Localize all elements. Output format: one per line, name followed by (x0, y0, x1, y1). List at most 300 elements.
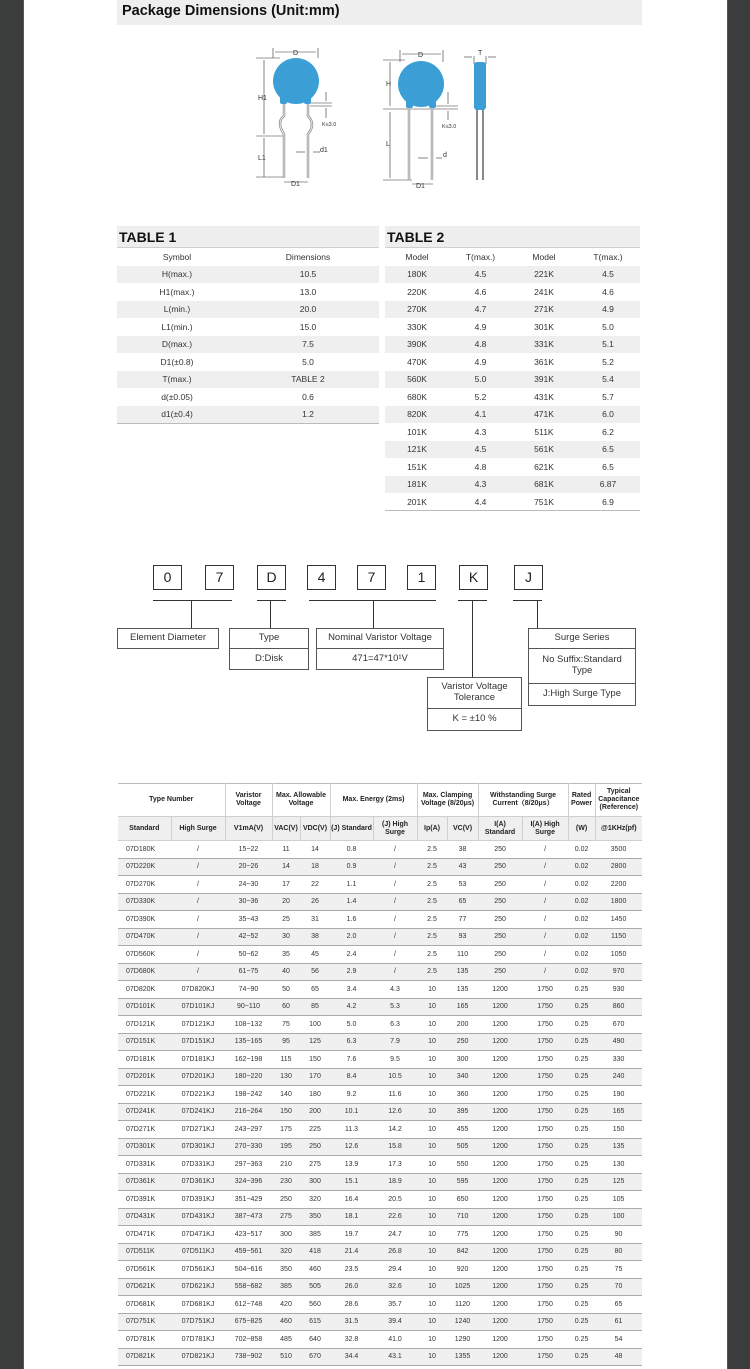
table-row (118, 1033, 642, 1051)
table-cell: 271K (512, 301, 576, 319)
label-D: D (418, 52, 424, 59)
table-cell: 10 (417, 1243, 447, 1261)
table-cell: 14 (272, 858, 300, 876)
table-cell: 07D821KJ (171, 1348, 225, 1366)
table-cell: 0.25 (568, 1313, 595, 1331)
table-cell: 07D271KJ (171, 1121, 225, 1139)
table-cell: 1200 (478, 981, 522, 999)
table-cell: 165 (595, 1103, 642, 1121)
table-row (385, 266, 640, 284)
table-cell: 07D560K (118, 946, 171, 964)
table-cell: 07D431KJ (171, 1208, 225, 1226)
tolerance-value: K = ±10 % (452, 713, 497, 725)
table-cell: 180 (300, 1086, 330, 1104)
table-cell: 1750 (522, 1191, 568, 1209)
tolerance-title: Varistor Voltage Tolerance (428, 678, 521, 709)
table-cell: 7.5 (237, 336, 379, 354)
table-cell: 0.25 (568, 1261, 595, 1279)
table-cell: 504~616 (225, 1261, 272, 1279)
table-cell: 920 (447, 1261, 478, 1279)
table-cell: 1750 (522, 1208, 568, 1226)
nominal-voltage-box (316, 628, 444, 670)
table-cell: 3.4 (330, 981, 373, 999)
table-cell: 1200 (478, 1173, 522, 1191)
table-cell: 681K (512, 476, 576, 494)
table-cell: 07D391K (118, 1191, 171, 1209)
table-cell: 135 (447, 981, 478, 999)
subheader-energy-standard: (J) Standard (330, 817, 373, 841)
label-K: K≤3.0 (442, 124, 457, 130)
table-cell: 38 (447, 841, 478, 859)
table-cell: 10 (417, 1121, 447, 1139)
table-cell: 07D270K (118, 876, 171, 894)
table-cell: 34.4 (330, 1348, 373, 1366)
table-cell: 6.87 (576, 476, 640, 494)
table-cell: 10 (417, 1191, 447, 1209)
table-row (385, 318, 640, 336)
table-cell: 07D820K (118, 981, 171, 999)
table-cell: 1.1 (330, 876, 373, 894)
table-cell: / (522, 911, 568, 929)
column-header: T(max.) (449, 248, 512, 266)
table-cell: 1750 (522, 1261, 568, 1279)
table-cell: 2.5 (417, 963, 447, 981)
table-cell: / (373, 858, 417, 876)
table-cell: 0.6 (237, 388, 379, 406)
table-cell: 25 (272, 911, 300, 929)
table-cell: 2.9 (330, 963, 373, 981)
table-cell: 385 (300, 1226, 330, 1244)
table-cell: 5.4 (576, 371, 640, 389)
table-cell: 56 (300, 963, 330, 981)
table-cell: 11.6 (373, 1086, 417, 1104)
label-H: H (386, 81, 392, 88)
table-cell: 650 (447, 1191, 478, 1209)
table-row (118, 1208, 642, 1226)
table-cell: 640 (300, 1331, 330, 1349)
table-cell: 1200 (478, 1208, 522, 1226)
table-cell: 561K (512, 441, 576, 459)
table-cell: 216~264 (225, 1103, 272, 1121)
table-cell: 1200 (478, 1103, 522, 1121)
table-cell: 1200 (478, 1296, 522, 1314)
table-cell: 511K (512, 423, 576, 441)
table-cell: 50 (272, 981, 300, 999)
table-cell: 220K (385, 283, 449, 301)
table-cell: 4.4 (449, 493, 512, 511)
table-cell: 459~561 (225, 1243, 272, 1261)
table-cell: 07D471KJ (171, 1226, 225, 1244)
table-cell: 275 (300, 1156, 330, 1174)
table-row (117, 353, 379, 371)
table-cell: 10 (417, 1296, 447, 1314)
table-cell: H1(max.) (117, 283, 237, 301)
table-row (118, 1121, 642, 1139)
table-cell: 250 (478, 876, 522, 894)
disc-body-icon (273, 58, 319, 104)
table-cell: 151K (385, 458, 449, 476)
table-cell: 26.0 (330, 1278, 373, 1296)
table-cell: 65 (447, 893, 478, 911)
table-cell: 65 (595, 1296, 642, 1314)
table-cell: 24.7 (373, 1226, 417, 1244)
table-row (118, 1068, 642, 1086)
table-cell: 0.25 (568, 998, 595, 1016)
table-cell: 560 (300, 1296, 330, 1314)
pn-char-box: 7 (357, 565, 386, 590)
table-cell: 60 (272, 998, 300, 1016)
table-cell: 115 (272, 1051, 300, 1069)
table-cell: 07D621K (118, 1278, 171, 1296)
table-cell: 930 (595, 981, 642, 999)
label-L1: L1 (258, 155, 266, 162)
column-header: Model (512, 248, 576, 266)
table-cell: 0.25 (568, 1156, 595, 1174)
table-cell: 07D431K (118, 1208, 171, 1226)
table-cell: 0.02 (568, 946, 595, 964)
table-cell: 4.6 (449, 283, 512, 301)
table-cell: 2.5 (417, 928, 447, 946)
table-cell: 150 (272, 1103, 300, 1121)
table-cell: 17.3 (373, 1156, 417, 1174)
table-cell: 0.25 (568, 1226, 595, 1244)
table-row (117, 283, 379, 301)
table-cell: / (522, 928, 568, 946)
table-cell: 470K (385, 353, 449, 371)
table-cell: 07D680K (118, 963, 171, 981)
package-dimension-drawing (240, 40, 500, 200)
table-cell: 1200 (478, 1226, 522, 1244)
table-row (385, 476, 640, 494)
table-cell: 1200 (478, 1156, 522, 1174)
table-cell: 38 (300, 928, 330, 946)
table-row (118, 1086, 642, 1104)
table-row (118, 1051, 642, 1069)
header-rated-power: Rated Power (568, 784, 595, 817)
subheader-vac: VAC(V) (272, 817, 300, 841)
table-cell: 7.9 (373, 1033, 417, 1051)
table-cell: 10 (417, 1068, 447, 1086)
table-cell: 40 (272, 963, 300, 981)
table-cell: 2.5 (417, 876, 447, 894)
table-row (118, 1331, 642, 1349)
table-cell: 15.8 (373, 1138, 417, 1156)
label-D1: D1 (416, 183, 425, 190)
table-cell: 10.5 (373, 1068, 417, 1086)
table-cell: 595 (447, 1173, 478, 1191)
table-cell: 210 (272, 1156, 300, 1174)
table-cell: 385 (272, 1278, 300, 1296)
table-cell: 361K (512, 353, 576, 371)
table-cell: 22 (300, 876, 330, 894)
pn-char-box: 0 (153, 565, 182, 590)
table-row (117, 336, 379, 354)
table-row (117, 388, 379, 406)
table-cell: 07D390K (118, 911, 171, 929)
table-cell: 201K (385, 493, 449, 511)
surge-series-title: Surge Series (529, 629, 635, 649)
table-cell: 31.5 (330, 1313, 373, 1331)
table-cell: 10 (417, 1331, 447, 1349)
table-cell: 455 (447, 1121, 478, 1139)
table-cell: 250 (478, 893, 522, 911)
table-cell: 243~297 (225, 1121, 272, 1139)
table-row (118, 1103, 642, 1121)
table-cell: 162~198 (225, 1051, 272, 1069)
table-cell: 670 (300, 1348, 330, 1366)
table-cell: 150 (595, 1121, 642, 1139)
table-cell: 18.9 (373, 1173, 417, 1191)
table-cell: 1200 (478, 1051, 522, 1069)
table-cell: 30~36 (225, 893, 272, 911)
table-cell: D1(±0.8) (117, 353, 237, 371)
table-cell: 471K (512, 406, 576, 424)
table-cell: 510 (272, 1348, 300, 1366)
table-cell: / (373, 946, 417, 964)
table-cell: 5.2 (576, 353, 640, 371)
table-cell: 1750 (522, 1138, 568, 1156)
subheader-current-high-surge: I(A) High Surge (522, 817, 568, 841)
surge-high-label: J:High Surge Type (543, 688, 621, 700)
table-cell: 820K (385, 406, 449, 424)
connector-line (191, 600, 192, 628)
table-row (385, 406, 640, 424)
table-cell: 07D151K (118, 1033, 171, 1051)
column-header: Symbol (117, 248, 237, 266)
label-D: D (293, 50, 299, 57)
table-cell: 1120 (447, 1296, 478, 1314)
table-cell: 505 (300, 1278, 330, 1296)
table-cell: 1.6 (330, 911, 373, 929)
table-cell: 612~748 (225, 1296, 272, 1314)
table-cell: 48 (595, 1348, 642, 1366)
table-cell: 07D751K (118, 1313, 171, 1331)
table-cell: 1200 (478, 1331, 522, 1349)
table-cell: 1200 (478, 1016, 522, 1034)
label-T: T (478, 50, 483, 57)
table-cell: 10 (417, 1313, 447, 1331)
table-cell: 250 (478, 841, 522, 859)
table-cell: 35 (272, 946, 300, 964)
table-cell: 54 (595, 1331, 642, 1349)
table-cell: 07D331K (118, 1156, 171, 1174)
table-cell: 45 (300, 946, 330, 964)
table-cell: 23.5 (330, 1261, 373, 1279)
table-cell: 1750 (522, 1103, 568, 1121)
section-header (117, 0, 642, 25)
table-cell: 130 (272, 1068, 300, 1086)
table-cell: 391K (512, 371, 576, 389)
table-cell: 14 (300, 841, 330, 859)
table-cell: 360 (447, 1086, 478, 1104)
table-cell: 1200 (478, 1191, 522, 1209)
subheader-current-standard: I(A) Standard (478, 817, 522, 841)
header-withstanding-surge: Withstanding Surge Current（8/20μs） (478, 784, 568, 817)
table-cell: 20.5 (373, 1191, 417, 1209)
table-cell: 100 (595, 1208, 642, 1226)
table-cell: 18 (300, 858, 330, 876)
table-cell: 0.02 (568, 858, 595, 876)
table-cell: 0.25 (568, 1051, 595, 1069)
table-cell: 860 (595, 998, 642, 1016)
table1-dimensions (117, 248, 379, 424)
pn-char-box: J (514, 565, 543, 590)
table-row (385, 283, 640, 301)
table-cell: 4.3 (449, 423, 512, 441)
table-cell: 41.0 (373, 1331, 417, 1349)
table-row (385, 353, 640, 371)
table-cell: 0.9 (330, 858, 373, 876)
table-cell: 6.5 (576, 458, 640, 476)
label-K: K≤3.0 (322, 122, 337, 128)
table-cell: 1750 (522, 1313, 568, 1331)
table-cell: 4.5 (449, 441, 512, 459)
label-d1: d1 (320, 147, 328, 154)
table-cell: 07D101KJ (171, 998, 225, 1016)
table-cell: 460 (272, 1313, 300, 1331)
table-row (117, 371, 379, 389)
table-cell: 5.7 (576, 388, 640, 406)
table-cell: 5.3 (373, 998, 417, 1016)
table-cell: 1025 (447, 1278, 478, 1296)
table-cell: TABLE 2 (237, 371, 379, 389)
table-cell: 1750 (522, 981, 568, 999)
table-cell: 13.0 (237, 283, 379, 301)
table-cell: 4.6 (576, 283, 640, 301)
table-cell: / (522, 858, 568, 876)
table-cell: 26 (300, 893, 330, 911)
table-cell: 95 (272, 1033, 300, 1051)
table-row (118, 841, 642, 859)
table-cell: 330 (595, 1051, 642, 1069)
table-cell: 751K (512, 493, 576, 511)
table-cell: 558~682 (225, 1278, 272, 1296)
subheader-energy-high-surge: (J) High Surge (373, 817, 417, 841)
table-row (117, 406, 379, 424)
table-cell: 560K (385, 371, 449, 389)
table-cell: 275 (272, 1208, 300, 1226)
table-cell: 35.7 (373, 1296, 417, 1314)
table-cell: 1750 (522, 1156, 568, 1174)
table-cell: 1750 (522, 1051, 568, 1069)
table-cell: 1200 (478, 1348, 522, 1366)
table-cell: 1150 (595, 928, 642, 946)
table-cell: 1200 (478, 1313, 522, 1331)
table-cell: 350 (272, 1261, 300, 1279)
table-cell: 4.8 (449, 336, 512, 354)
table-cell: 970 (595, 963, 642, 981)
table-cell: 10 (417, 1261, 447, 1279)
table-row (118, 1016, 642, 1034)
table-cell: d1(±0.4) (117, 406, 237, 424)
table-cell: / (522, 946, 568, 964)
table-cell: 35~43 (225, 911, 272, 929)
table-cell: 300 (447, 1051, 478, 1069)
table-cell: 90~110 (225, 998, 272, 1016)
table-cell: 1200 (478, 998, 522, 1016)
table-cell: 180K (385, 266, 449, 284)
table-row (118, 858, 642, 876)
type-value: D:Disk (255, 652, 283, 664)
table-cell: 230 (272, 1173, 300, 1191)
table-cell: 250 (300, 1138, 330, 1156)
table-cell: 4.1 (449, 406, 512, 424)
table-cell: 150 (300, 1051, 330, 1069)
table-cell: 0.02 (568, 911, 595, 929)
table-cell: 0.25 (568, 1103, 595, 1121)
table-cell: 50~62 (225, 946, 272, 964)
table-cell: 4.9 (449, 318, 512, 336)
table-cell: 1750 (522, 1086, 568, 1104)
table-cell: 4.5 (449, 266, 512, 284)
disc-body-icon (398, 61, 444, 107)
table-cell: 181K (385, 476, 449, 494)
table-cell: 175 (272, 1121, 300, 1139)
table-row (118, 1348, 642, 1366)
table-cell: 105 (595, 1191, 642, 1209)
connector-line (270, 600, 271, 628)
table2-title: TABLE 2 (387, 229, 445, 245)
table-cell: 90 (595, 1226, 642, 1244)
right-margin-bar (727, 0, 750, 1369)
table-cell: 4.8 (449, 458, 512, 476)
table-cell: 65 (300, 981, 330, 999)
table-cell: 0.25 (568, 1121, 595, 1139)
table-cell: 250 (478, 963, 522, 981)
table-cell: 17 (272, 876, 300, 894)
table-cell: 0.25 (568, 1208, 595, 1226)
table-cell: 0.25 (568, 1296, 595, 1314)
table-cell: 93 (447, 928, 478, 946)
table-cell: / (522, 841, 568, 859)
table-cell: 340 (447, 1068, 478, 1086)
table-cell: 10 (417, 1103, 447, 1121)
table-cell: 07D151KJ (171, 1033, 225, 1051)
table-cell: / (373, 911, 417, 929)
table-cell: 135 (447, 963, 478, 981)
table-cell: 07D781KJ (171, 1331, 225, 1349)
table-cell: 0.8 (330, 841, 373, 859)
table-cell: 1750 (522, 1121, 568, 1139)
table-cell: 53 (447, 876, 478, 894)
table-cell: 490 (595, 1033, 642, 1051)
table-cell: 420 (272, 1296, 300, 1314)
table-cell: 12.6 (373, 1103, 417, 1121)
table-cell: 07D181K (118, 1051, 171, 1069)
table-cell: / (373, 876, 417, 894)
table-row (385, 301, 640, 319)
table-cell: 07D331KJ (171, 1156, 225, 1174)
table-cell: 241K (512, 283, 576, 301)
table-cell: 180~220 (225, 1068, 272, 1086)
table-row (118, 1296, 642, 1314)
table-cell: 250 (478, 858, 522, 876)
table-cell: 80 (595, 1243, 642, 1261)
table-cell: 31 (300, 911, 330, 929)
table-cell: / (373, 841, 417, 859)
table-row (118, 1261, 642, 1279)
table-row (117, 301, 379, 319)
table-cell: d(±0.05) (117, 388, 237, 406)
table-cell: 1200 (478, 1261, 522, 1279)
table-cell: 32.6 (373, 1278, 417, 1296)
table-cell: 423~517 (225, 1226, 272, 1244)
header-varistor-voltage: Varistor Voltage (225, 784, 272, 817)
table-cell: 13.9 (330, 1156, 373, 1174)
table-cell: 110 (447, 946, 478, 964)
table-cell: / (373, 928, 417, 946)
table-cell: 0.02 (568, 841, 595, 859)
